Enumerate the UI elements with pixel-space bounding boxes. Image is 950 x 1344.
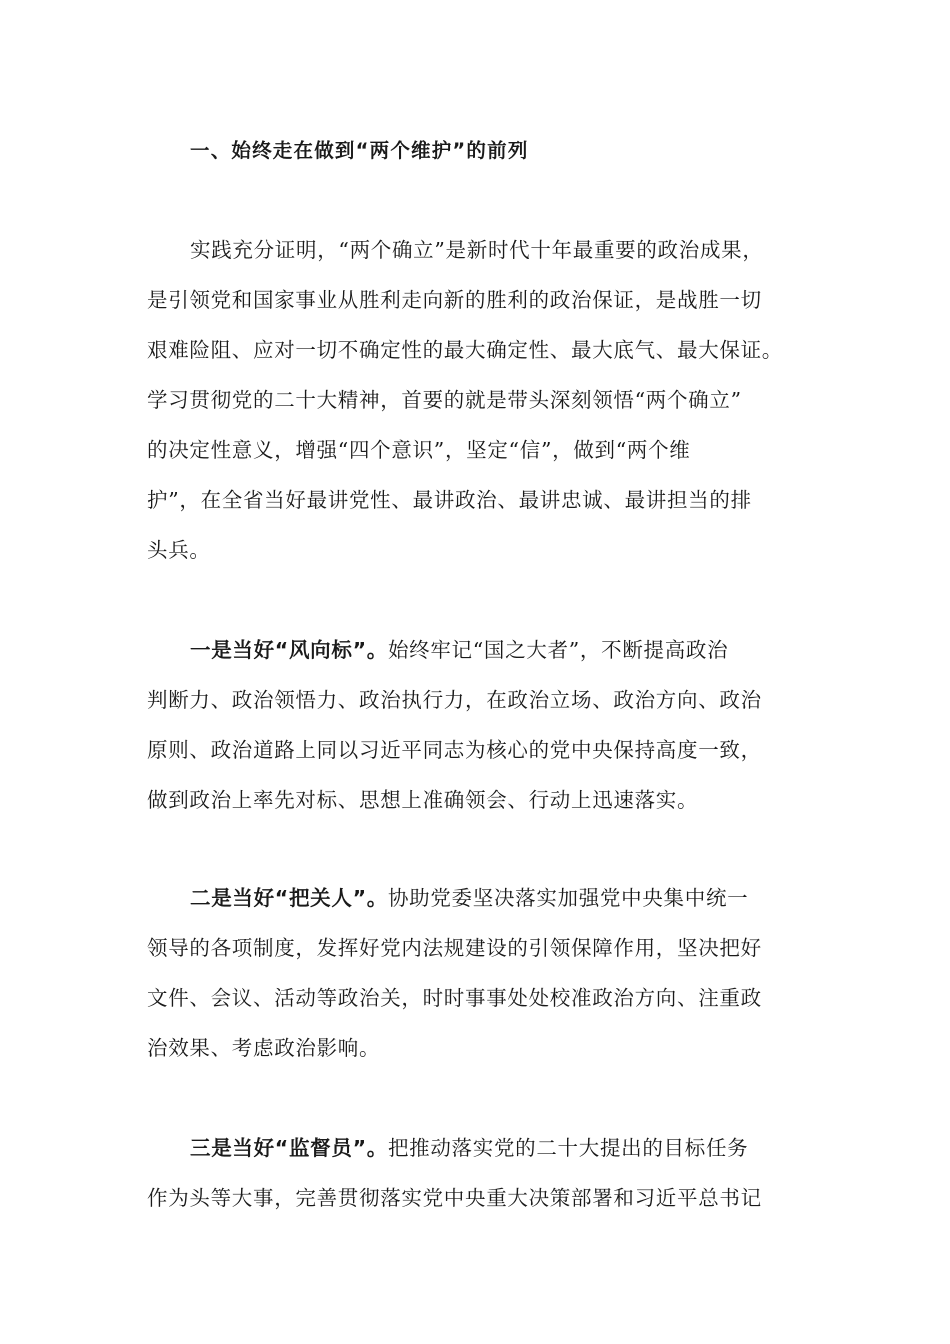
point2-line-3: 文件、会议、活动等政治关，时时事事处处校准政治方向、注重政: [147, 986, 762, 1010]
point2-first-line: [190, 884, 822, 912]
point3-first-rest: 把推动落实党的二十大提出的目标任务: [387, 1136, 749, 1160]
intro-line-5: 的决定性意义，增强“四个意识”，坚定“信”，做到“两个维: [147, 438, 691, 462]
intro-line-3: 艰难险阻、应对一切不确定性的最大确定性、最大底气、最大保证。: [147, 338, 783, 362]
intro-line-6: 护”，在全省当好最讲党性、最讲政治、最讲忠诚、最讲担当的排: [147, 488, 752, 512]
point1-line-3: 原则、政治道路上同以习近平同志为核心的党中央保持高度一致，: [147, 738, 762, 762]
point1-lead: 一是当好“风向标”。: [190, 638, 388, 662]
point1-first-line: [190, 636, 822, 664]
point1-line-2: 判断力、政治领悟力、政治执行力，在政治立场、政治方向、政治: [147, 688, 762, 712]
point1-line-4: 做到政治上率先对标、思想上准确领会、行动上迅速落实。: [147, 788, 699, 812]
point2-line-4: 治效果、考虑政治影响。: [147, 1036, 381, 1060]
intro-line-4: 学习贯彻党的二十大精神，首要的就是带头深刻领悟“两个确立”: [147, 388, 742, 412]
point3-lead: 三是当好“监督员”。: [190, 1136, 388, 1160]
point1-first-rest: 始终牢记“国之大者”，不断提高政治: [387, 638, 729, 662]
point2-lead: 二是当好“把关人”。: [190, 886, 388, 910]
point2-line-2: 领导的各项制度，发挥好党内法规建设的引领保障作用，坚决把好: [147, 936, 762, 960]
intro-line-1: 实践充分证明，“两个确立”是新时代十年最重要的政治成果，: [190, 238, 764, 262]
point3-line-2: 作为头等大事，完善贯彻落实党中央重大决策部署和习近平总书记: [147, 1186, 762, 1210]
point2-first-rest: 协助党委坚决落实加强党中央集中统一: [387, 886, 749, 910]
point3-first-line: [190, 1134, 822, 1162]
section-heading: 一、始终走在做到“两个维护”的前列: [190, 139, 529, 162]
intro-line-2: 是引领党和国家事业从胜利走向新的胜利的政治保证，是战胜一切: [147, 288, 762, 312]
intro-line-7: 头兵。: [147, 538, 211, 562]
